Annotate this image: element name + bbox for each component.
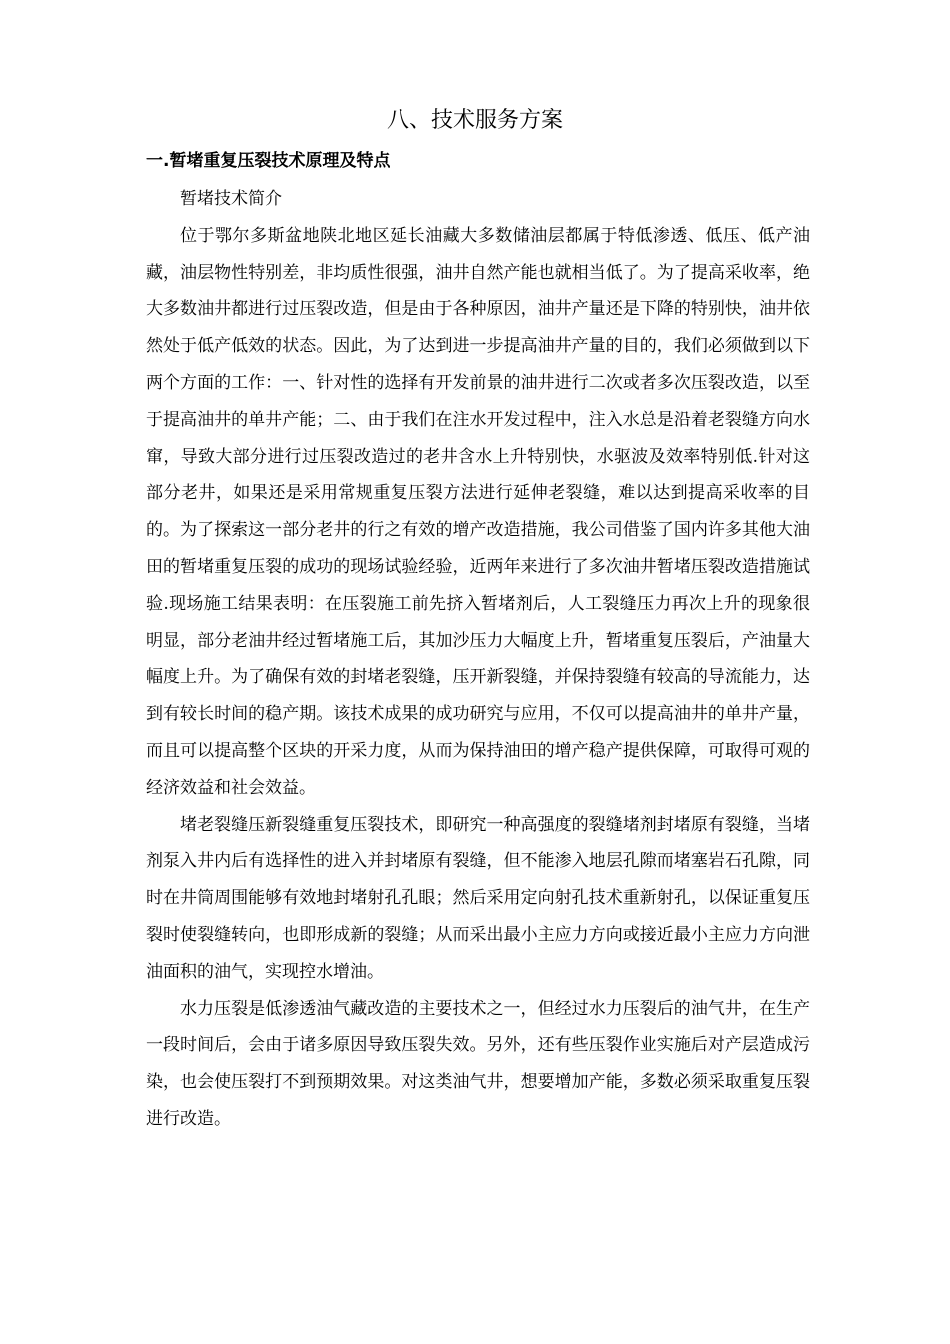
subheading: 暂堵技术简介 [180, 189, 282, 209]
section-heading: 一.暂堵重复压裂技术原理及特点 [146, 151, 391, 171]
paragraph-1: 位于鄂尔多斯盆地陕北地区延长油藏大多数储油层都属于特低渗透、低压、低产油藏，油层物性特别差，非均质性很强，油井自然产能也就相当低了。为了提高采收率，绝大多数油井都进行过压裂改造，但是由于各种原因，油井产量还是下降的特别快，油井依然处于低产低效的状态。因此，为了达到进一步提高油井产量的目的，我们必须做到以下两个方面的工作：一、针对性的选择有开发前景的油井进行二次或者多次压裂改造，以至于提高油井的单井产能；二、由于我们在注水开发过程中，注入水总是沿着老裂缝方向水窜，导致大部分进行过压裂改造过的老井含水上升特别快，水驱波及效率特别低.针对这部分老井，如果还是采用常规重复压裂方法进行延伸老裂缝，难以达到提高采收率的目的。为了探索这一部分老井的行之有效的增产改造措施，我公司借鉴了国内许多其他大油田的暂堵重复压裂的成功的现场试验经验，近两年来进行了多次油井暂堵压裂改造措施试验.现场施工结果表明：在压裂施工前先挤入暂堵剂后，人工裂缝压力再次上升的现象很明显，部分老油井经过暂堵施工后，其加沙压力大幅度上升，暂堵重复压裂后，产油量大幅度上升。为了确保有效的封堵老裂缝，压开新裂缝，并保持裂缝有较高的导流能力，达到有较长时间的稳产期。该技术成果的成功研究与应用，不仅可以提高油井的单井产量，而且可以提高整个区块的开采力度，从而为保持油田的增产稳产提供保障，可取得可观的经济效益和社会效益。 [146, 225, 810, 798]
document-body [146, 181, 810, 1138]
document-title: 八、技术服务方案 [386, 108, 563, 133]
paragraph-2: 堵老裂缝压新裂缝重复压裂技术，即研究一种高强度的裂缝堵剂封堵原有裂缝，当堵剂泵入井内后有选择性的进入并封堵原有裂缝，但不能渗入地层孔隙而堵塞岩石孔隙，同时在井筒周围能够有效地封堵射孔孔眼；然后采用定向射孔技术重新射孔，以保证重复压裂时使裂缝转向，也即形成新的裂缝；从而采出最小主应力方向或接近最小主应力方向泄油面积的油气，实现控水增油。 [146, 814, 810, 982]
paragraph-3: 水力压裂是低渗透油气藏改造的主要技术之一，但经过水力压裂后的油气井，在生产一段时间后，会由于诸多原因导致压裂失效。另外，还有些压裂作业实施后对产层造成污染，也会使压裂打不到预期效果。对这类油气井，想要增加产能，多数必须采取重复压裂进行改造。 [146, 998, 810, 1129]
